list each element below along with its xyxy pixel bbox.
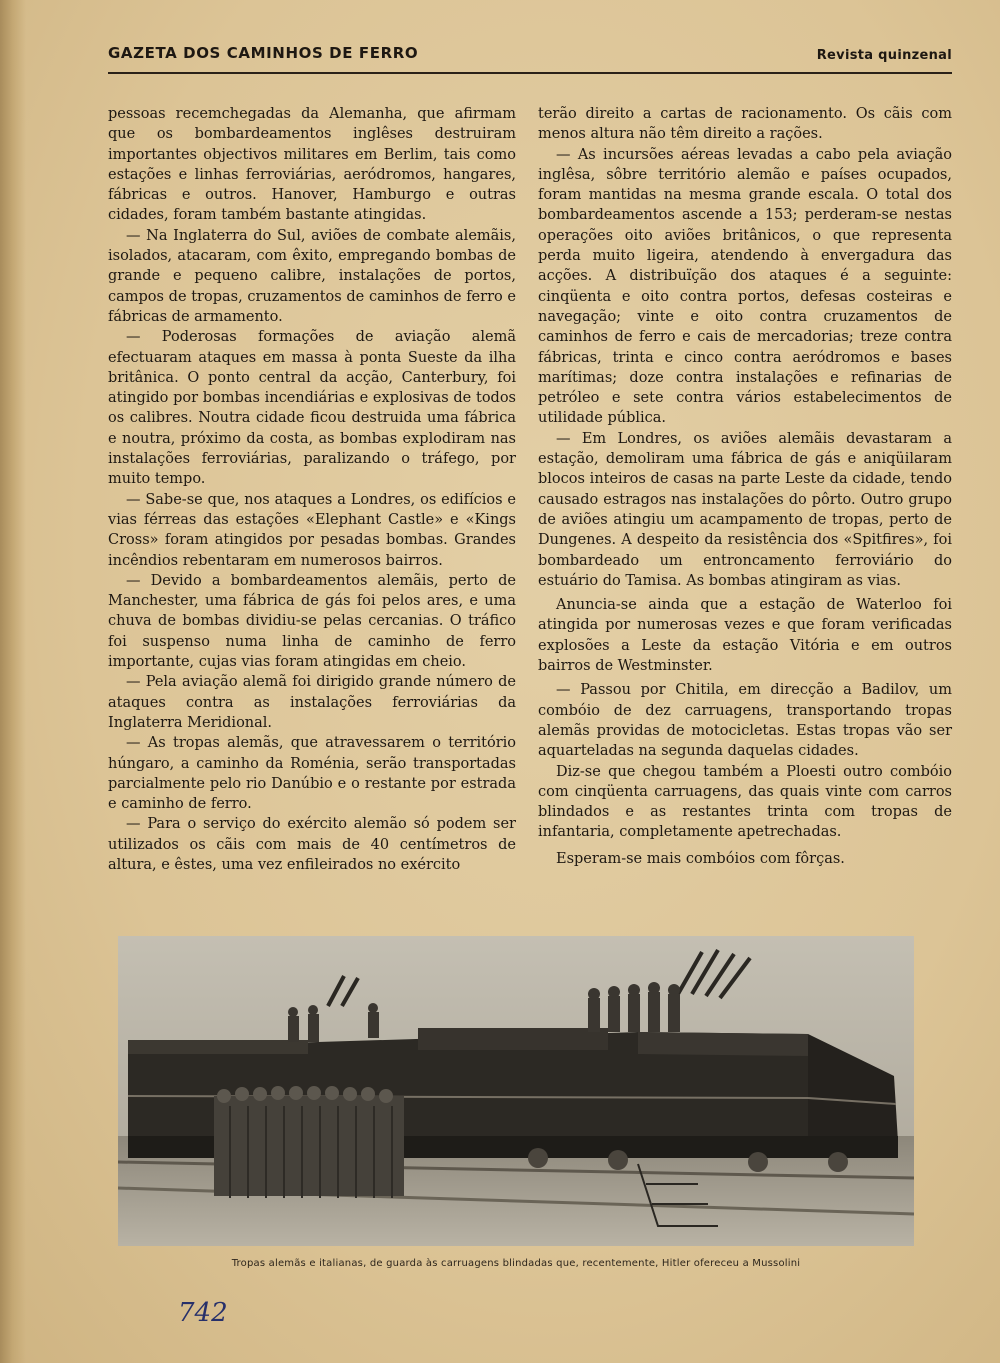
paragraph: — Para o serviço do exército alemão só podem ser utilizados os cãis com mais de 40 centímetros de altura, e êstes, uma vez enfileirados no exército <box>108 816 516 873</box>
paragraph: — Poderosas formações de aviação alemã efectuaram ataques em massa à ponta Sueste da ilha britânica. O ponto central da acção, Canterbury, foi atingido por bombas incendiárias e explosivas de todos os calibres. Noutra cidade ficou destruida uma fábrica e noutra, próximo da costa, as bombas explodiram nas instalações ferroviárias, paralizando o tráfego, por muito tempo. <box>108 329 516 488</box>
page-number: 742 <box>178 1298 228 1328</box>
paragraph: — Em Londres, os aviões alemãis devastaram a estação, demoliram uma fábrica de gás e aniqüilaram blocos inteiros de casas na parte Leste da cidade, tendo causado estragos nas instalações do pôrto. Outro grupo de aviões atingiu um acampamento de tropas, perto de Dungenes. A despeito da resistência dos «Spitfires», foi bombardeado um entroncamento ferroviário do estuário do Tamisa. As bombas atingiram as vias. <box>538 430 952 589</box>
paragraph: — Devido a bombardeamentos alemãis, perto de Manchester, uma fábrica de gás foi pelos ares, e uma chuva de bombas dividiu-se pelas cercanias. O tráfico foi suspenso numa linha de caminho de ferro importante, cujas vias foram atingidas em cheio. <box>108 572 516 671</box>
paragraph: terão direito a cartas de racionamento. Os cãis com menos altura não têm direito a rações. <box>538 106 952 143</box>
paragraph: pessoas recemchegadas da Alemanha, que afirmam que os bombardeamentos inglêses destruiram importantes objectivos militares em Berlim, tais como estações e linhas ferroviárias, aeródromos, hangares, fábricas e outros. Hanover, Hamburgo e outras cidades, foram também bastante atingidas. <box>108 106 516 224</box>
running-header <box>108 44 952 68</box>
journal-title: GAZETA DOS CAMINHOS DE FERRO <box>108 44 419 62</box>
paragraph: — As tropas alemãs, que atravessarem o território húngaro, a caminho da Roménia, serão transportadas parcialmente pelo rio Danúbio e o restante por estrada e caminho de ferro. <box>108 735 516 813</box>
paragraph: — Sabe-se que, nos ataques a Londres, os edifícios e vias férreas das estações «Elephant Castle» e «Kings Cross» foram atingidos por pesadas bombas. Grandes incêndios rebentaram em numerosos bairros. <box>108 491 516 569</box>
paragraph: Anuncia-se ainda que a estação de Waterloo foi atingida por numerosas vezes e que foram verificadas explosões a Leste da estação Vitória e em outros bairros de Westminster. <box>538 597 952 675</box>
photo-caption: Tropas alemãs e italianas, de guarda às carruagens blindadas que, recentemente, Hitler ofereceu a Mussolini <box>231 1258 801 1269</box>
paragraph: — Na Inglaterra do Sul, aviões de combate alemãis, isolados, atacaram, com êxito, empregando bombas de grande e pequeno calibre, instalações de portos, campos de tropas, cruzamentos de caminhos de ferro e fábricas de armamento. <box>108 227 516 325</box>
journal-subtitle: Revista quinzenal <box>816 48 952 63</box>
paragraph: — As incursões aéreas levadas a cabo pela aviação inglêsa, sôbre território alemão e países ocupados, foram mantidas na mesma grande escala. O total dos bombardeamentos ascende a 153; perderam-se nestas operações oito aviões britânicos, o que representa perda muito ligeira, atendendo à envergadura das acções. A distribuïção dos ataques é a seguinte: cinqüenta e oito contra portos, defesas costeiras e navegação; vinte e oito contra cruzamentos de caminhos de ferro e cais de mercadorias; treze contra fábricas, trinta e cinco contra aeródromos e bases marítimas; doze contra instalações e refinarias de petróleo e sete contra vários estabelecimentos de utilidade pública. <box>538 146 952 427</box>
paragraph: — Pela aviação alemã foi dirigido grande número de ataques contra as instalações ferroviárias da Inglaterra Meridional. <box>108 674 516 731</box>
paragraph: — Passou por Chitila, em direcção a Badilov, um combóio de dez carruagens, transportando tropas alemãs providas de motocicletas. Estas tropas vão ser aquarteladas na segunda daquelas cidades. <box>538 682 952 760</box>
paragraph: Esperam-se mais combóios com fôrças. <box>556 850 845 867</box>
paragraph: Diz-se que chegou também a Ploesti outro combóio com cinqüenta carruagens, das quais vinte com carros blindados e as restantes trinta com tropas de infantaria, completamente apetrechadas. <box>538 763 952 841</box>
header-rule <box>108 72 952 74</box>
binding-edge <box>0 0 26 1363</box>
armoured-train-photo <box>118 936 914 1246</box>
left-column <box>108 104 516 875</box>
right-column <box>538 104 952 869</box>
